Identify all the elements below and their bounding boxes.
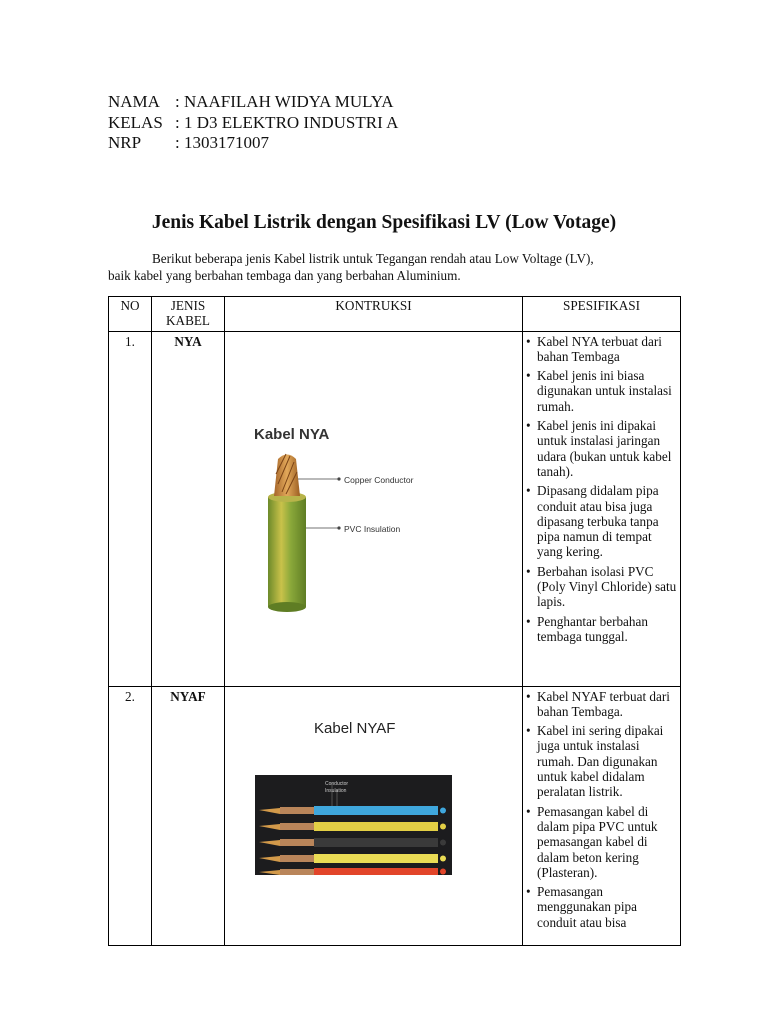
- info-nrp: NRP : 1303171007: [108, 133, 269, 152]
- nya-callout-conductor: Copper Conductor: [344, 474, 414, 485]
- intro-line-1: Berikut beberapa jenis Kabel listrik untuk Tegangan rendah atau Low Voltage (LV),: [152, 251, 594, 266]
- nya-cable-icon: [228, 334, 524, 684]
- nyaf-cable-illustration: [228, 689, 524, 943]
- nya-callout-insulation: PVC Insulation: [344, 523, 401, 534]
- list-item: • Kabel NYAF terbuat dari bahan Tembaga.: [526, 689, 677, 720]
- cable-type: NYA: [152, 331, 225, 686]
- list-item: • Berbahan isolasi PVC (Poly Vinyl Chloride) satu lapis.: [526, 564, 677, 610]
- spec-list: [526, 334, 677, 645]
- nya-image-title: Kabel NYA: [254, 425, 330, 443]
- list-item: • Kabel jenis ini dipakai untuk instalasi jaringan udara (bukan untuk kabel tanah).: [526, 418, 677, 479]
- list-item: • Pemasangan kabel di dalam pipa PVC untuk pemasangan kabel di dalam beton kering (Plasteran).: [526, 804, 677, 880]
- construction-cell: [225, 686, 523, 945]
- header-spesifikasi: SPESIFIKASI: [523, 297, 681, 332]
- list-item: • Kabel jenis ini biasa digunakan untuk instalasi rumah.: [526, 368, 677, 414]
- nyaf-image-title: Kabel NYAF: [314, 719, 396, 737]
- cable-type: NYAF: [152, 686, 225, 945]
- construction-cell: [225, 331, 523, 686]
- list-item: • Dipasang didalam pipa conduit atau bisa juga dipasang terbuka tanpa pipa namun di tempat yang kering.: [526, 483, 677, 559]
- intro-line-2: baik kabel yang berbahan tembaga dan yang berbahan Aluminium.: [108, 268, 461, 283]
- spec-cell: [523, 686, 681, 945]
- cable-table: [108, 296, 681, 946]
- nya-cable-illustration: [228, 334, 524, 684]
- spec-cell: [523, 331, 681, 686]
- row-number: 2.: [109, 686, 152, 945]
- nyaf-cable-panel-icon: [228, 689, 524, 943]
- header-no: NO: [109, 297, 152, 332]
- nyaf-label-insulation: Insulation: [325, 787, 347, 794]
- document-title: Jenis Kabel Listrik dengan Spesifikasi LV (Low Votage): [151, 212, 617, 233]
- header-kontruksi: KONTRUKSI: [225, 297, 523, 332]
- list-item: • Kabel NYA terbuat dari bahan Tembaga: [526, 334, 677, 365]
- row-number: 1.: [109, 331, 152, 686]
- student-info: [108, 92, 398, 154]
- intro-paragraph: [108, 250, 664, 284]
- spec-list: [526, 689, 677, 930]
- table-header-row: [109, 297, 681, 332]
- nyaf-label-conductor: Conductor: [325, 780, 349, 787]
- info-name: NAMA : NAAFILAH WIDYA MULYA: [108, 92, 394, 111]
- list-item: • Pemasangan menggunakan pipa conduit atau bisa: [526, 884, 677, 930]
- info-class: KELAS : 1 D3 ELEKTRO INDUSTRI A: [108, 112, 399, 132]
- list-item: • Penghantar berbahan tembaga tunggal.: [526, 614, 677, 645]
- header-jenis: JENIS KABEL: [152, 297, 225, 332]
- table-row: [109, 686, 681, 945]
- table-row: [109, 331, 681, 686]
- list-item: • Kabel ini sering dipakai juga untuk instalasi rumah. Dan digunakan untuk kabel didalam peralatan listrik.: [526, 723, 677, 799]
